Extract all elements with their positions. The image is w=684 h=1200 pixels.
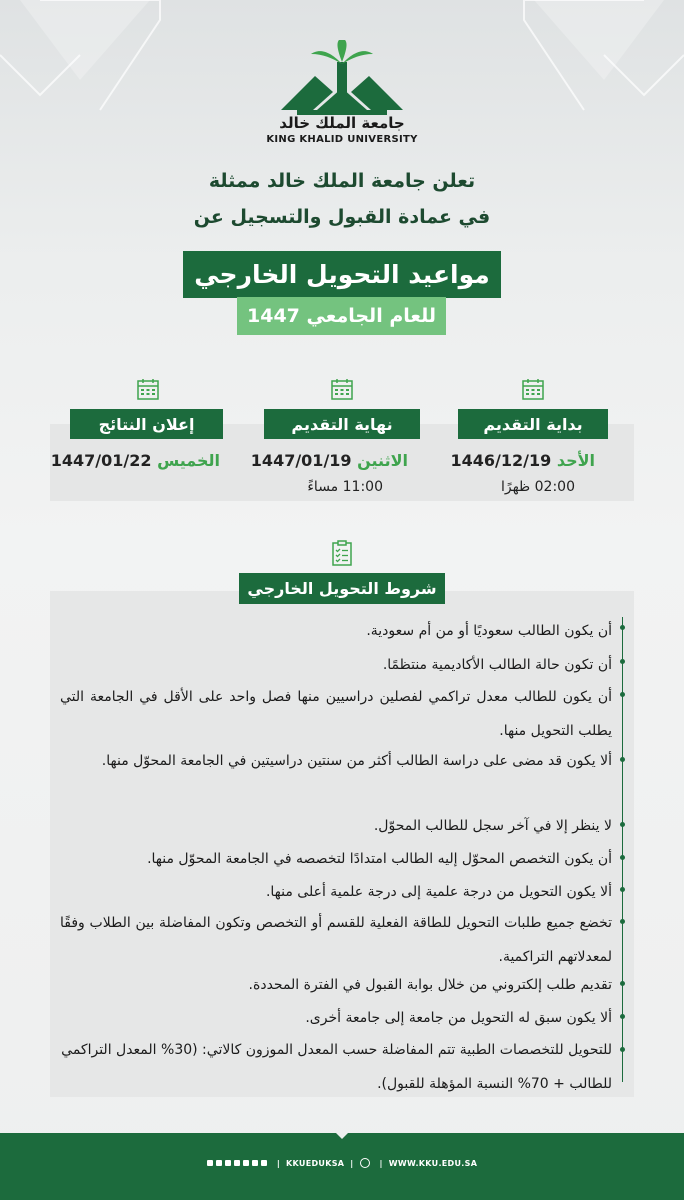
social-handle[interactable]: KKUEDUKSA: [286, 1158, 345, 1168]
end-time: 11:00 مساءً: [307, 479, 383, 495]
bullet-dot: [620, 1047, 625, 1052]
condition-item: أن يكون الطالب سعوديًا أو من أم سعودية.: [366, 623, 612, 639]
academic-year-badge: للعام الجامعي 1447: [237, 297, 446, 335]
bullet-dot: [620, 919, 625, 924]
linkedin-icon[interactable]: [216, 1160, 222, 1166]
university-logo: [250, 40, 434, 145]
separator: |: [379, 1158, 383, 1168]
condition-item: لا ينظر إلا في آخر سجل للطالب المحوّل.: [373, 818, 612, 834]
condition-item: ألا يكون قد مضى على دراسة الطالب أكثر من سنتين دراسيتين في الجامعة المحوّل منها.: [101, 753, 612, 769]
youtube-icon[interactable]: [243, 1160, 249, 1166]
telegram-icon[interactable]: [261, 1160, 267, 1166]
bullet-dot: [620, 1014, 625, 1019]
bullet-dot: [620, 757, 625, 762]
checklist-icon: [330, 540, 354, 566]
start-date-label: بداية التقديم: [458, 409, 608, 439]
logo-arabic-text: جامعة الملك خالد: [279, 114, 405, 132]
logo-english-text: KING KHALID UNIVERSITY: [266, 134, 418, 145]
start-date: 1446/12/19: [450, 451, 552, 470]
footer-contacts: [0, 1158, 684, 1168]
calendar-icon: [521, 377, 545, 401]
palm-logo-icon: [277, 40, 407, 116]
separator: |: [276, 1158, 281, 1168]
end-date: 1447/01/19: [250, 451, 352, 470]
bullet-dot: [620, 822, 625, 827]
condition-item: أن تكون حالة الطالب الأكاديمية منتظمًا.: [382, 657, 612, 673]
condition-item: للتحويل للتخصصات الطبية تتم المفاضلة حسب المعدل الموزون كالاتي: (30% المعدل التراكمي للطالب + 70% النسبة المؤهلة للقبول).: [61, 1042, 612, 1092]
bullet-dot: [620, 625, 625, 630]
bullet-dot: [620, 692, 625, 697]
corner-decoration-right: [514, 0, 684, 120]
page-title: مواعيد التحويل الخارجي: [183, 251, 501, 298]
bullet-dot: [620, 887, 625, 892]
condition-item: ألا يكون سبق له التحويل من جامعة إلى جامعة أخرى.: [305, 1010, 612, 1026]
social-icons: [207, 1160, 267, 1166]
conditions-timeline: [622, 617, 623, 1082]
start-date-value: [451, 451, 596, 470]
conditions-title: شروط التحويل الخارجي: [239, 573, 445, 604]
calendar-icon: [136, 377, 160, 401]
x-icon[interactable]: [207, 1160, 213, 1166]
bullet-dot: [620, 981, 625, 986]
calendar-icon: [330, 377, 354, 401]
intro-line-2: في عمادة القبول والتسجيل عن: [193, 206, 491, 228]
bullet-dot: [620, 659, 625, 664]
condition-item: تقديم طلب إلكتروني من خلال بوابة القبول في الفترة المحددة.: [248, 977, 612, 993]
end-day: الاثنين: [357, 451, 408, 470]
start-day: الأحد: [556, 451, 595, 470]
footer-notch: [336, 1133, 348, 1139]
corner-decoration-left: [0, 0, 170, 120]
results-date-value: [51, 451, 220, 470]
condition-item: أن يكون للطالب معدل تراكمي لفصلين دراسيين منها فصل واحد على الأقل في الجامعة التي يطلب التحويل منها.: [60, 689, 612, 739]
intro-line-1: تعلن جامعة الملك خالد ممثلة: [208, 170, 476, 192]
globe-icon: [360, 1158, 370, 1168]
results-day: الخميس: [157, 451, 220, 470]
tiktok-icon[interactable]: [252, 1160, 258, 1166]
end-date-label: نهاية التقديم: [264, 409, 420, 439]
snapchat-icon[interactable]: [225, 1160, 231, 1166]
condition-item: تخضع جميع طلبات التحويل للطاقة الفعلية للقسم أو التخصص وتكون المفاضلة بين الطلاب وفقًا لمعدلاتهم التراكمية.: [60, 915, 612, 965]
end-date-value: [251, 451, 408, 470]
instagram-icon[interactable]: [234, 1160, 240, 1166]
bullet-dot: [620, 855, 625, 860]
separator: |: [350, 1158, 354, 1168]
condition-item: أن يكون التخصص المحوّل إليه الطالب امتدادًا لتخصصه في الجامعة المحوّل منها.: [147, 851, 612, 867]
results-date: 1447/01/22: [50, 451, 152, 470]
condition-item: ألا يكون التحويل من درجة علمية إلى درجة علمية أعلى منها.: [265, 884, 612, 900]
website-link[interactable]: WWW.KKU.EDU.SA: [388, 1158, 478, 1168]
results-date-label: إعلان النتائج: [70, 409, 223, 439]
start-time: 02:00 ظهرًا: [500, 479, 575, 495]
